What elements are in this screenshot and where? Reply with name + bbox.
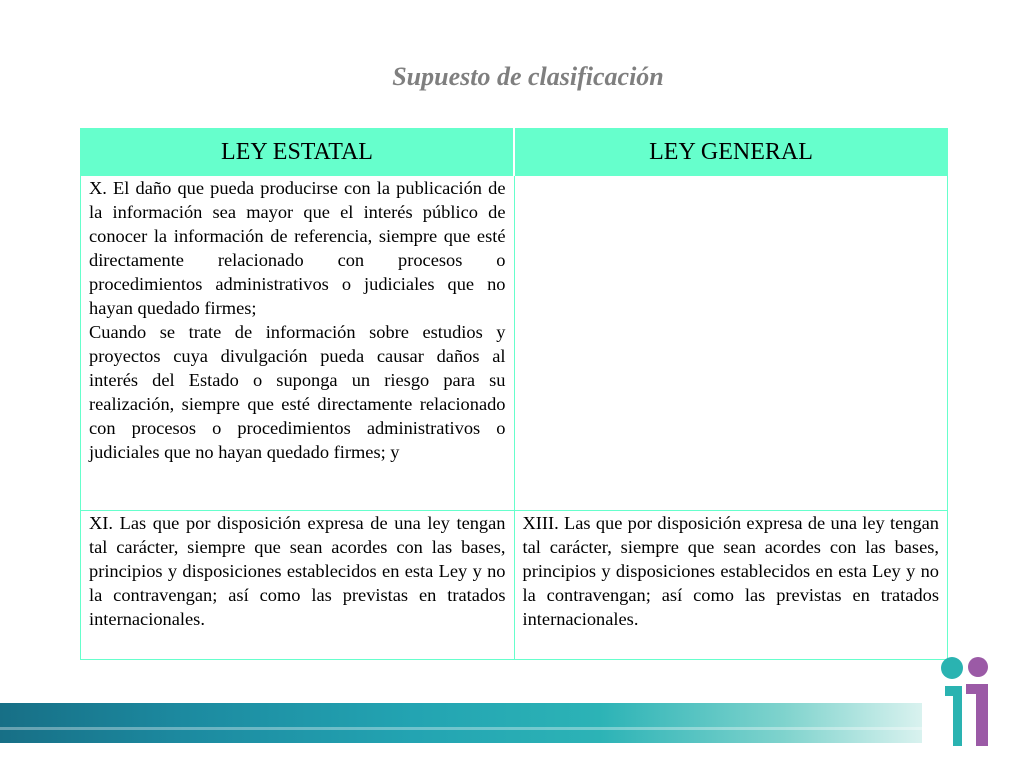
table-row	[81, 511, 948, 660]
logo-teal-stem	[945, 686, 962, 746]
table-row	[81, 176, 948, 511]
header-ley-general: LEY GENERAL	[514, 129, 948, 176]
footer-band	[0, 703, 922, 743]
cell-ley-general	[514, 176, 948, 511]
comparison-table	[80, 128, 948, 660]
paragraph: X. El daño que pueda producirse con la publicación de la información sea mayor que el interés público de conocer la información de referencia, siempre que esté directamente relacionado con procesos o procedimientos administrativos o judiciales que no hayan quedado firmes;	[89, 178, 506, 318]
logo-purple-dot	[968, 657, 988, 677]
header-ley-estatal: LEY ESTATAL	[81, 129, 515, 176]
cell-ley-estatal: XI. Las que por disposición expresa de una ley tengan tal carácter, siempre que sean acordes con las bases, principios y disposiciones establecidos en esta Ley y no la contravengan; así como las previstas en tratados internacionales.	[81, 511, 515, 660]
cell-ley-estatal	[81, 176, 515, 511]
logo-purple-stem	[966, 684, 988, 746]
institution-logo-icon	[938, 654, 998, 750]
slide-title: Supuesto de clasificación	[392, 62, 664, 91]
logo-teal-dot	[941, 657, 963, 679]
paragraph: Cuando se trate de información sobre estudios y proyectos cuya divulgación pueda causar daños al interés del Estado o suponga un riesgo para su realización, siempre que esté directamente relacionado con procesos o procedimientos administrativos o judiciales que no hayan quedado firmes; y	[89, 322, 506, 462]
cell-ley-general: XIII. Las que por disposición expresa de una ley tengan tal carácter, siempre que sean acordes con las bases, principios y disposiciones establecidos en esta Ley y no la contravengan; así como las previstas en tratados internacionales.	[514, 511, 948, 660]
header-row	[81, 129, 948, 176]
